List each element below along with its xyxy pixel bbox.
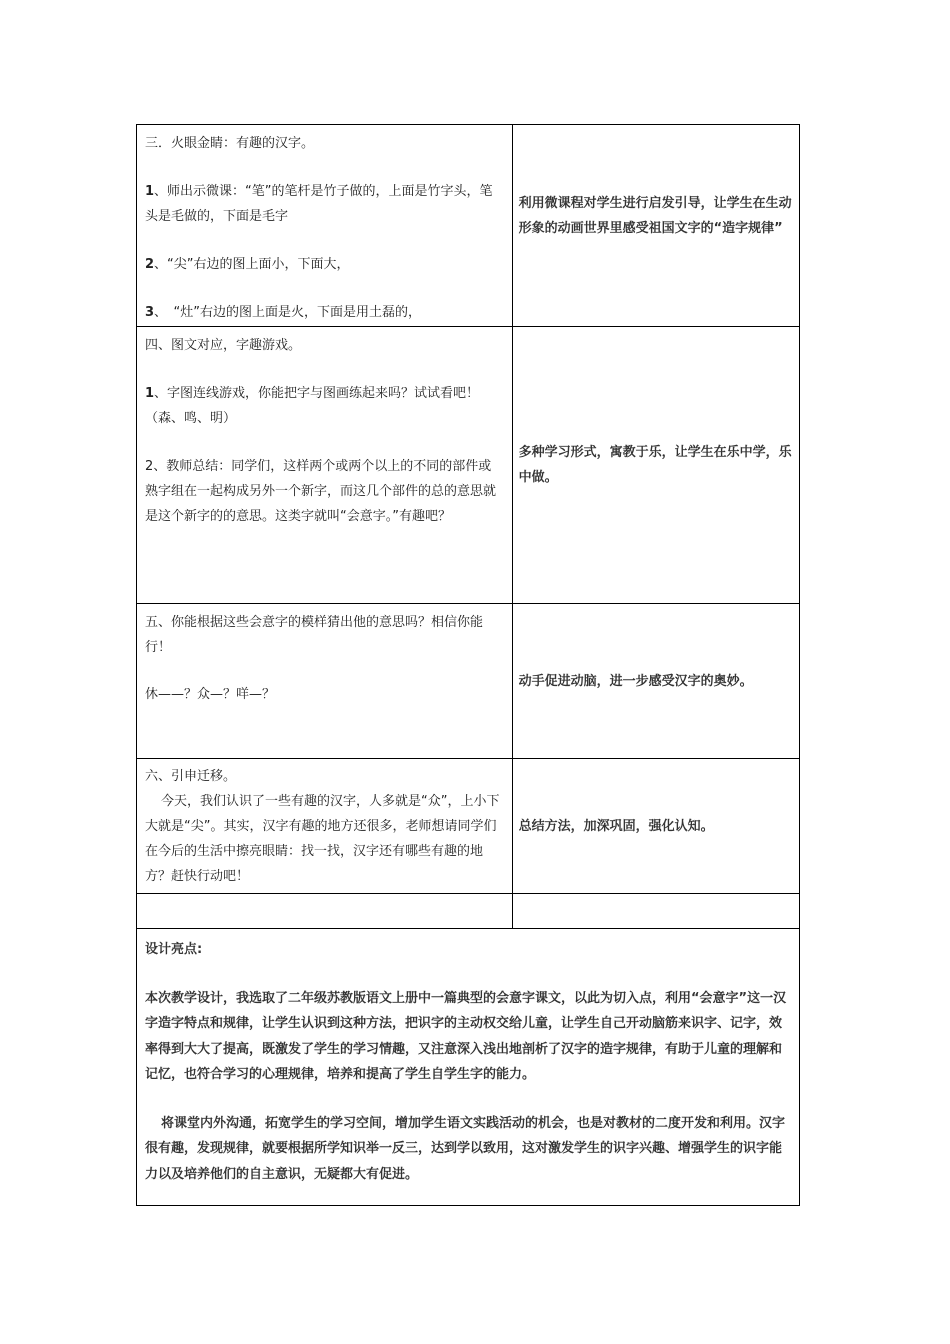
intent-cell xyxy=(512,604,799,759)
design-intent-text: 总结方法，加深巩固，强化认知。 xyxy=(518,818,714,834)
table-row xyxy=(137,929,800,1206)
process-cell xyxy=(137,604,513,759)
list-item: 2、“尖”右边的图上面小，下面大， xyxy=(145,257,350,272)
intent-cell xyxy=(512,327,799,604)
design-paragraph: 将课堂内外沟通，拓宽学生的学习空间，增加学生语文实践活动的机会，也是对教材的二度开发和利用。汉字很有趣，发现规律，就要根据所学知识举一反三，达到学以致用，这对激发学生的识字兴趣、增强学生的识字能力以及培养他们的自主意识，无疑都大有促进。 xyxy=(145,1115,786,1182)
table-row xyxy=(137,759,800,894)
intent-cell xyxy=(512,759,799,894)
process-cell xyxy=(137,759,513,894)
section-title: 三．火眼金睛：有趣的汉字。 xyxy=(145,136,315,151)
question-line: 休——？众—？咩—？ xyxy=(145,687,276,702)
list-item: 2、教师总结：同学们，这样两个或两个以上的不同的部件或熟字组在一起构成另外一个新字，而这几个部件的总的意思就是这个新字的的意思。这类字就叫“会意字。”有趣吧？ xyxy=(145,459,497,524)
design-highlights-cell xyxy=(137,929,800,1206)
section-title: 五、你能根据这些会意字的模样猜出他的意思吗？相信你能行！ xyxy=(145,615,484,655)
list-item: 1、师出示微课：“笔”的笔杆是竹子做的，上面是竹字头，笔头是毛做的，下面是毛字 xyxy=(145,184,493,224)
list-item: 3、 “灶”右边的图上面是火，下面是用土磊的， xyxy=(145,305,422,320)
design-intent-text: 多种学习形式，寓教于乐，让学生在乐中学，乐中做。 xyxy=(518,445,792,485)
table-row xyxy=(137,604,800,759)
empty-cell xyxy=(512,894,799,929)
design-intent-text: 利用微课程对学生进行启发引导，让学生在生动形象的动画世界里感受祖国文字的“造字规律” xyxy=(518,195,792,236)
table-row xyxy=(137,894,800,929)
table-row xyxy=(137,125,800,327)
section-title: 四、图文对应，字趣游戏。 xyxy=(145,338,302,353)
design-paragraph: 本次教学设计，我选取了二年级苏教版语文上册中一篇典型的会意字课文，以此为切入点，利用“会意字”这一汉字造字特点和规律，让学生认识到这种方法，把识字的主动权交给儿童，让学生自己开动脑筋来识字、记字，效率得到大大了提高，既激发了学生的学习情趣，又注意深入浅出地剖析了汉字的造字规律，有助于儿童的理解和记忆，也符合学习的心理规律，培养和提高了学生自学生字的能力。 xyxy=(145,990,787,1082)
design-heading: 设计亮点: xyxy=(145,942,203,957)
section-title: 六、引申迁移。 xyxy=(145,769,237,784)
design-intent-text: 动手促进动脑，进一步感受汉字的奥妙。 xyxy=(518,673,753,689)
process-cell xyxy=(137,327,513,604)
lesson-table xyxy=(136,124,800,1206)
intent-cell xyxy=(512,125,799,327)
section-body: 今天，我们认识了一些有趣的汉字，人多就是“众”，上小下大就是“尖”。其实，汉字有趣的地方还很多，老师想请同学们在今后的生活中擦亮眼睛：找一找，汉字还有哪些有趣的地方？赶快行动吧！ xyxy=(145,794,500,884)
process-cell xyxy=(137,125,513,327)
list-item: 1、字图连线游戏，你能把字与图画练起来吗？试试看吧！（森、鸣、明） xyxy=(145,386,480,426)
table-row xyxy=(137,327,800,604)
empty-cell xyxy=(137,894,513,929)
